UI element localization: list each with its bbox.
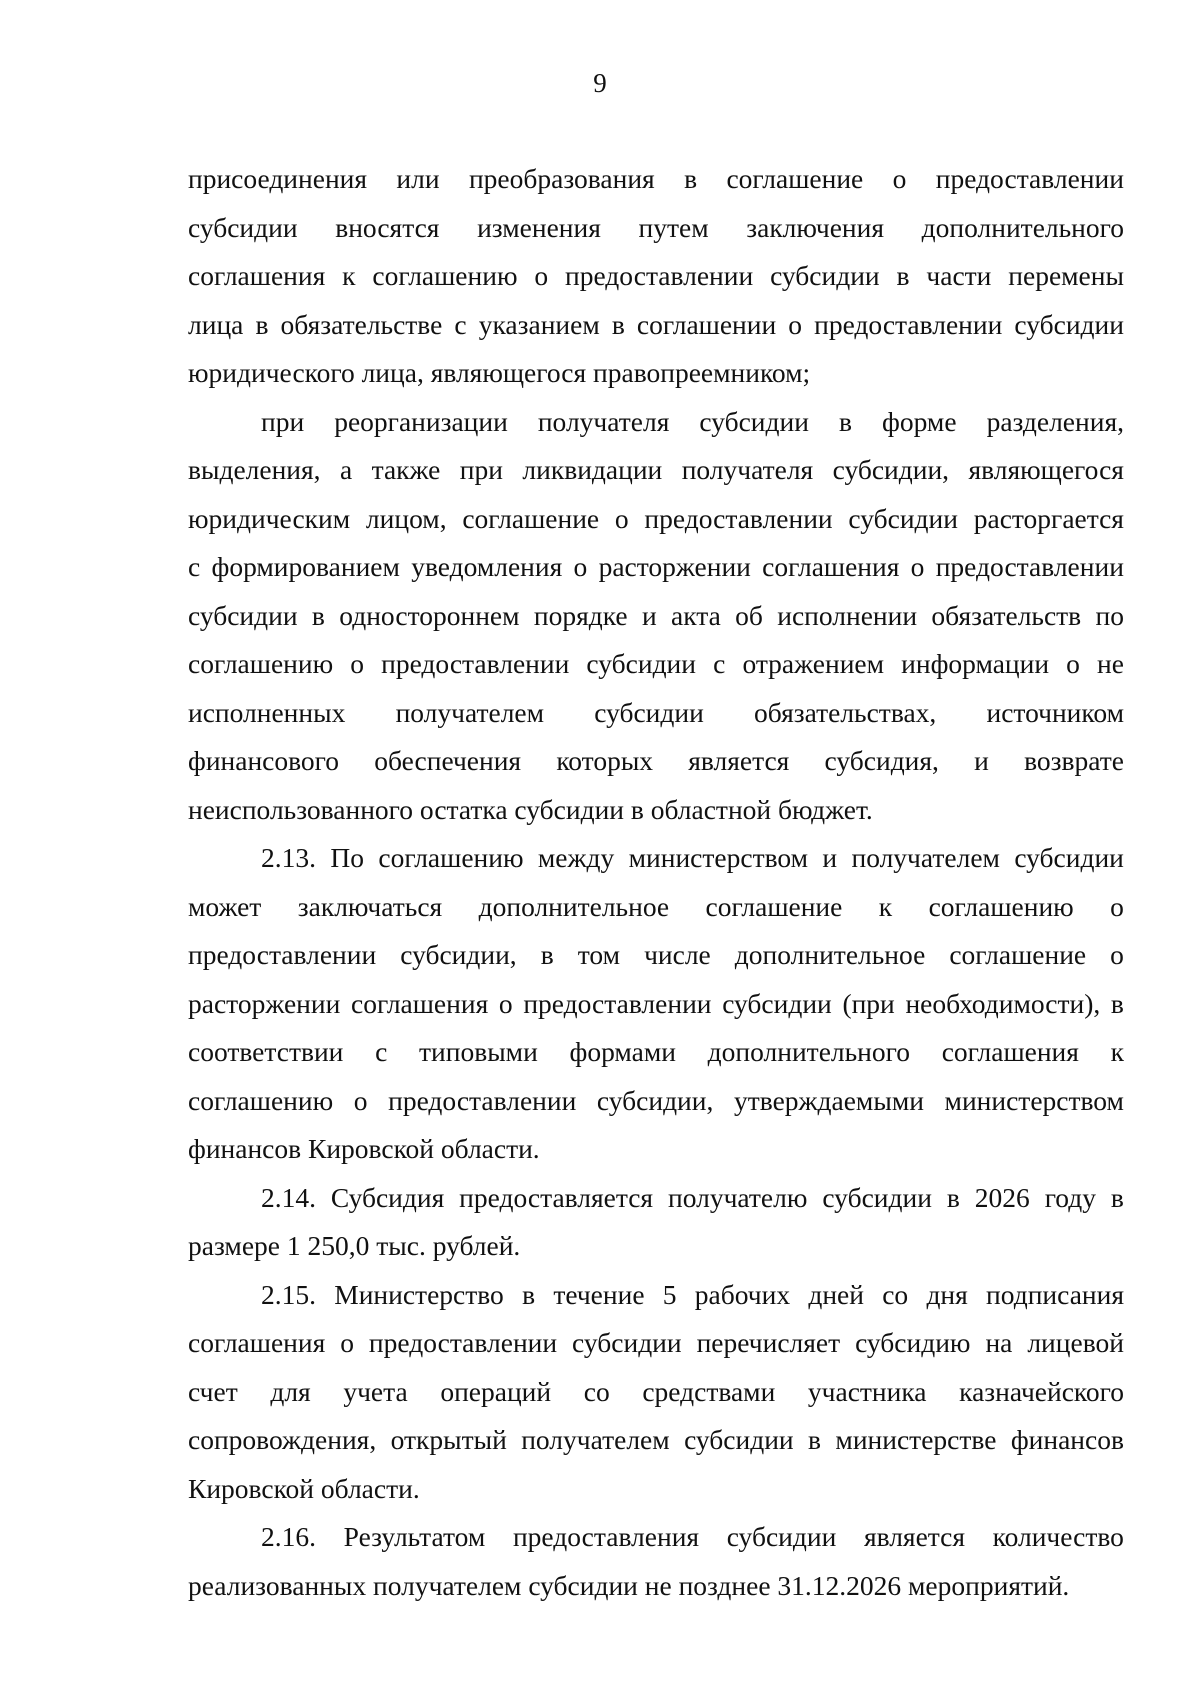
- word: 2.14.: [261, 1181, 316, 1213]
- word: информации: [901, 648, 1050, 679]
- word: 2026: [974, 1181, 1030, 1213]
- text-line: [188, 1319, 1124, 1368]
- word: расторгается: [973, 502, 1124, 534]
- word: дополнительное: [478, 890, 670, 922]
- word: порядке: [533, 599, 628, 631]
- word: дополнительное: [734, 939, 926, 970]
- word: утверждаемыми: [733, 1084, 924, 1116]
- word: в: [808, 1424, 822, 1455]
- word: году: [1044, 1181, 1096, 1213]
- text-line: [188, 446, 1124, 495]
- word: в: [522, 1278, 536, 1310]
- text-line: [188, 1368, 1124, 1417]
- word: и: [974, 745, 989, 776]
- word: субсидии: [684, 1424, 794, 1455]
- word: счет: [188, 1375, 238, 1407]
- word: предоставлении: [814, 308, 1003, 340]
- word: лицом,: [365, 502, 447, 534]
- word: выделения,: [188, 454, 321, 485]
- word: со: [882, 1278, 909, 1310]
- word: необходимости),: [905, 987, 1101, 1019]
- text-line: [188, 834, 1124, 883]
- word: расторжении: [188, 987, 341, 1019]
- word: соглашение: [949, 939, 1087, 970]
- word: с: [713, 648, 726, 679]
- word: предоставлении: [565, 260, 754, 291]
- word: дополнительного: [707, 1036, 910, 1067]
- word: части: [926, 260, 992, 291]
- word: о: [910, 551, 925, 582]
- word: о: [498, 987, 513, 1019]
- word: Министерство: [334, 1278, 504, 1310]
- word: с: [454, 308, 467, 340]
- text-line: [188, 592, 1124, 641]
- text-line: [188, 155, 1124, 204]
- text-line: [188, 398, 1124, 447]
- word: в: [255, 308, 269, 340]
- word: исполнении: [777, 599, 918, 631]
- word: и: [641, 599, 657, 631]
- text-line: размере 1 250,0 тыс. рублей.: [188, 1230, 521, 1261]
- word: количество: [992, 1521, 1124, 1552]
- word: является: [688, 745, 790, 776]
- word: о: [1110, 939, 1124, 970]
- word: источником: [986, 696, 1124, 728]
- text-line: [188, 1271, 1124, 1320]
- word: являющегося: [968, 454, 1124, 485]
- word: по: [1095, 599, 1124, 631]
- word: По: [330, 842, 364, 873]
- word: лица: [188, 308, 244, 340]
- word: в: [1110, 987, 1124, 1019]
- word: путем: [638, 211, 709, 243]
- word: обеспечения: [374, 745, 522, 776]
- word: учета: [343, 1375, 408, 1407]
- word: дополнительного: [921, 211, 1124, 243]
- word: сопровождения,: [188, 1424, 377, 1455]
- text-line: [188, 1513, 1124, 1562]
- word: рабочих: [694, 1278, 791, 1310]
- word: в: [540, 939, 554, 970]
- word: указанием: [478, 308, 600, 340]
- word: при: [261, 405, 305, 437]
- word: субсидию: [855, 1327, 971, 1358]
- word: отражением: [742, 648, 885, 679]
- word: лицевой: [1027, 1327, 1124, 1358]
- text-line: [188, 737, 1124, 786]
- word: к: [878, 890, 893, 922]
- word: обязательств: [931, 599, 1082, 631]
- word: ликвидации: [522, 454, 663, 485]
- word: обязательствах,: [754, 696, 937, 728]
- word: операций: [440, 1375, 552, 1407]
- word: в: [896, 260, 910, 291]
- word: получателем: [395, 696, 545, 728]
- word: соглашении: [636, 308, 777, 340]
- word: соглашение: [726, 163, 864, 194]
- word: соглашению: [928, 890, 1074, 922]
- word: к: [342, 260, 356, 291]
- text-line: [188, 1028, 1124, 1077]
- word: соглашения: [941, 1036, 1079, 1067]
- word: при: [459, 454, 503, 485]
- word: разделения,: [986, 405, 1124, 437]
- word: получателя: [681, 454, 814, 485]
- document-body: [188, 155, 1124, 1610]
- word: предоставляется: [459, 1181, 654, 1213]
- text-line: [188, 883, 1124, 932]
- word: изменения: [477, 211, 601, 243]
- word: министерством: [944, 1084, 1124, 1116]
- word: является: [863, 1521, 965, 1552]
- word: министерстве: [835, 1424, 997, 1455]
- word: обязательстве: [280, 308, 443, 340]
- word: соглашению: [188, 1084, 334, 1116]
- text-line: [188, 1174, 1124, 1223]
- word: субсидии: [586, 648, 696, 679]
- word: получателем: [521, 1424, 670, 1455]
- word: реорганизации: [334, 405, 508, 437]
- text-line: реализованных получателем субсидии не позднее 31.12.2026 мероприятий.: [188, 1569, 1070, 1601]
- word: для: [270, 1375, 311, 1407]
- word: перемены: [1008, 260, 1124, 291]
- word: получателя: [537, 405, 670, 437]
- word: участника: [807, 1375, 927, 1407]
- word: и: [822, 842, 838, 873]
- word: средствами: [642, 1375, 776, 1407]
- word: о: [353, 1084, 368, 1116]
- word: (при: [842, 987, 895, 1019]
- word: о: [1066, 648, 1080, 679]
- word: субсидии: [699, 405, 809, 437]
- word: субсидии,: [832, 454, 950, 485]
- text-line: [188, 689, 1124, 738]
- word: об: [735, 599, 763, 631]
- word: предоставлении: [935, 163, 1124, 194]
- word: финансового: [188, 745, 340, 776]
- word: на: [985, 1327, 1013, 1358]
- word: вносятся: [335, 211, 440, 243]
- word: не: [1097, 648, 1124, 679]
- word: может: [188, 890, 262, 922]
- text-line: [188, 980, 1124, 1029]
- word: заключения: [746, 211, 885, 243]
- word: соглашению: [188, 648, 334, 679]
- word: формированием: [211, 551, 400, 582]
- word: субсидии: [848, 502, 958, 534]
- word: министерством: [628, 842, 809, 873]
- word: субсидии: [770, 260, 880, 291]
- word: субсидии: [1014, 842, 1124, 873]
- word: субсидии: [822, 1181, 932, 1213]
- word: субсидии: [1014, 308, 1124, 340]
- word: соглашению: [378, 842, 524, 873]
- word: соглашения: [350, 987, 489, 1019]
- word: соглашение: [705, 890, 843, 922]
- word: предоставлении: [644, 502, 833, 534]
- word: с: [188, 551, 201, 582]
- word: которых: [556, 745, 654, 776]
- word: с: [375, 1036, 388, 1067]
- word: заключаться: [297, 890, 443, 922]
- word: о: [614, 502, 629, 534]
- word: о: [340, 1327, 354, 1358]
- word: о: [788, 308, 803, 340]
- word: подписания: [986, 1278, 1124, 1310]
- word: между: [537, 842, 615, 873]
- word: предоставлении: [381, 648, 570, 679]
- word: или: [396, 163, 440, 194]
- text-line: [188, 252, 1124, 301]
- word: присоединения: [188, 163, 368, 194]
- page-number: 9: [593, 68, 607, 98]
- word: субсидии: [722, 987, 832, 1019]
- word: получателю: [668, 1181, 808, 1213]
- word: 2.13.: [261, 842, 316, 873]
- word: предоставления: [512, 1521, 700, 1552]
- word: Субсидия: [330, 1181, 445, 1213]
- word: соглашения: [188, 260, 326, 291]
- text-line: [188, 495, 1124, 544]
- word: течение: [553, 1278, 645, 1310]
- word: субсидия,: [824, 745, 939, 776]
- word: в: [684, 163, 698, 194]
- word: предоставлении: [523, 987, 712, 1019]
- word: также: [371, 454, 441, 485]
- word: 2.15.: [261, 1278, 316, 1310]
- word: предоставлении: [188, 939, 377, 970]
- text-line: юридического лица, являющегося правопреемником;: [188, 357, 811, 388]
- word: акта: [671, 599, 721, 631]
- word: о: [573, 551, 588, 582]
- text-line: [188, 543, 1124, 592]
- word: возврате: [1024, 745, 1124, 776]
- word: соглашения: [188, 1327, 326, 1358]
- text-line: [188, 1416, 1124, 1465]
- text-line: [188, 204, 1124, 253]
- word: соглашения: [762, 551, 900, 582]
- word: о: [350, 648, 364, 679]
- word: о: [1110, 890, 1124, 922]
- text-line: [188, 1077, 1124, 1126]
- word: предоставлении: [935, 551, 1124, 582]
- word: о: [892, 163, 907, 194]
- word: субсидии,: [400, 939, 517, 970]
- word: соглашение: [462, 502, 600, 534]
- word: а: [339, 454, 353, 485]
- word: формами: [569, 1036, 676, 1067]
- text-line: [188, 301, 1124, 350]
- word: к: [1110, 1036, 1124, 1067]
- text-line: неиспользованного остатка субсидии в областной бюджет.: [188, 793, 873, 825]
- word: 2.16.: [261, 1521, 316, 1552]
- word: числе: [644, 939, 711, 970]
- text-line: [188, 640, 1124, 689]
- word: субсидии: [572, 1327, 682, 1358]
- word: со: [583, 1375, 610, 1407]
- word: дня: [926, 1278, 968, 1310]
- word: предоставлении: [388, 1084, 577, 1116]
- word: в: [946, 1181, 960, 1213]
- word: казначейского: [959, 1375, 1124, 1407]
- word: в: [838, 405, 852, 437]
- word: одностороннем: [339, 599, 520, 631]
- word: соответствии: [188, 1036, 344, 1067]
- word: уведомления: [411, 551, 563, 582]
- word: в: [611, 308, 625, 340]
- word: предоставлении: [368, 1327, 558, 1358]
- word: соглашению: [372, 260, 518, 291]
- word: субсидии: [726, 1521, 837, 1552]
- word: субсидии: [188, 599, 298, 631]
- word: 5: [662, 1278, 677, 1310]
- text-line: финансов Кировской области.: [188, 1133, 540, 1164]
- word: в: [1110, 1181, 1124, 1213]
- word: о: [534, 260, 549, 291]
- word: расторжении: [598, 551, 751, 582]
- word: преобразования: [468, 163, 655, 194]
- word: том: [577, 939, 621, 970]
- text-line: [188, 931, 1124, 980]
- word: перечисляет: [696, 1327, 841, 1358]
- word: субсидии: [594, 696, 704, 728]
- word: юридическим: [188, 502, 351, 534]
- text-line: Кировской области.: [188, 1472, 420, 1504]
- word: исполненных: [188, 696, 346, 728]
- word: Результатом: [343, 1521, 486, 1552]
- word: субсидии,: [596, 1084, 714, 1116]
- word: получателем: [851, 842, 1000, 873]
- word: форме: [882, 405, 957, 437]
- word: финансов: [1010, 1424, 1124, 1455]
- word: типовыми: [419, 1036, 538, 1067]
- word: дней: [808, 1278, 864, 1310]
- word: субсидии: [188, 211, 298, 243]
- word: в: [311, 599, 325, 631]
- word: открытый: [390, 1424, 507, 1455]
